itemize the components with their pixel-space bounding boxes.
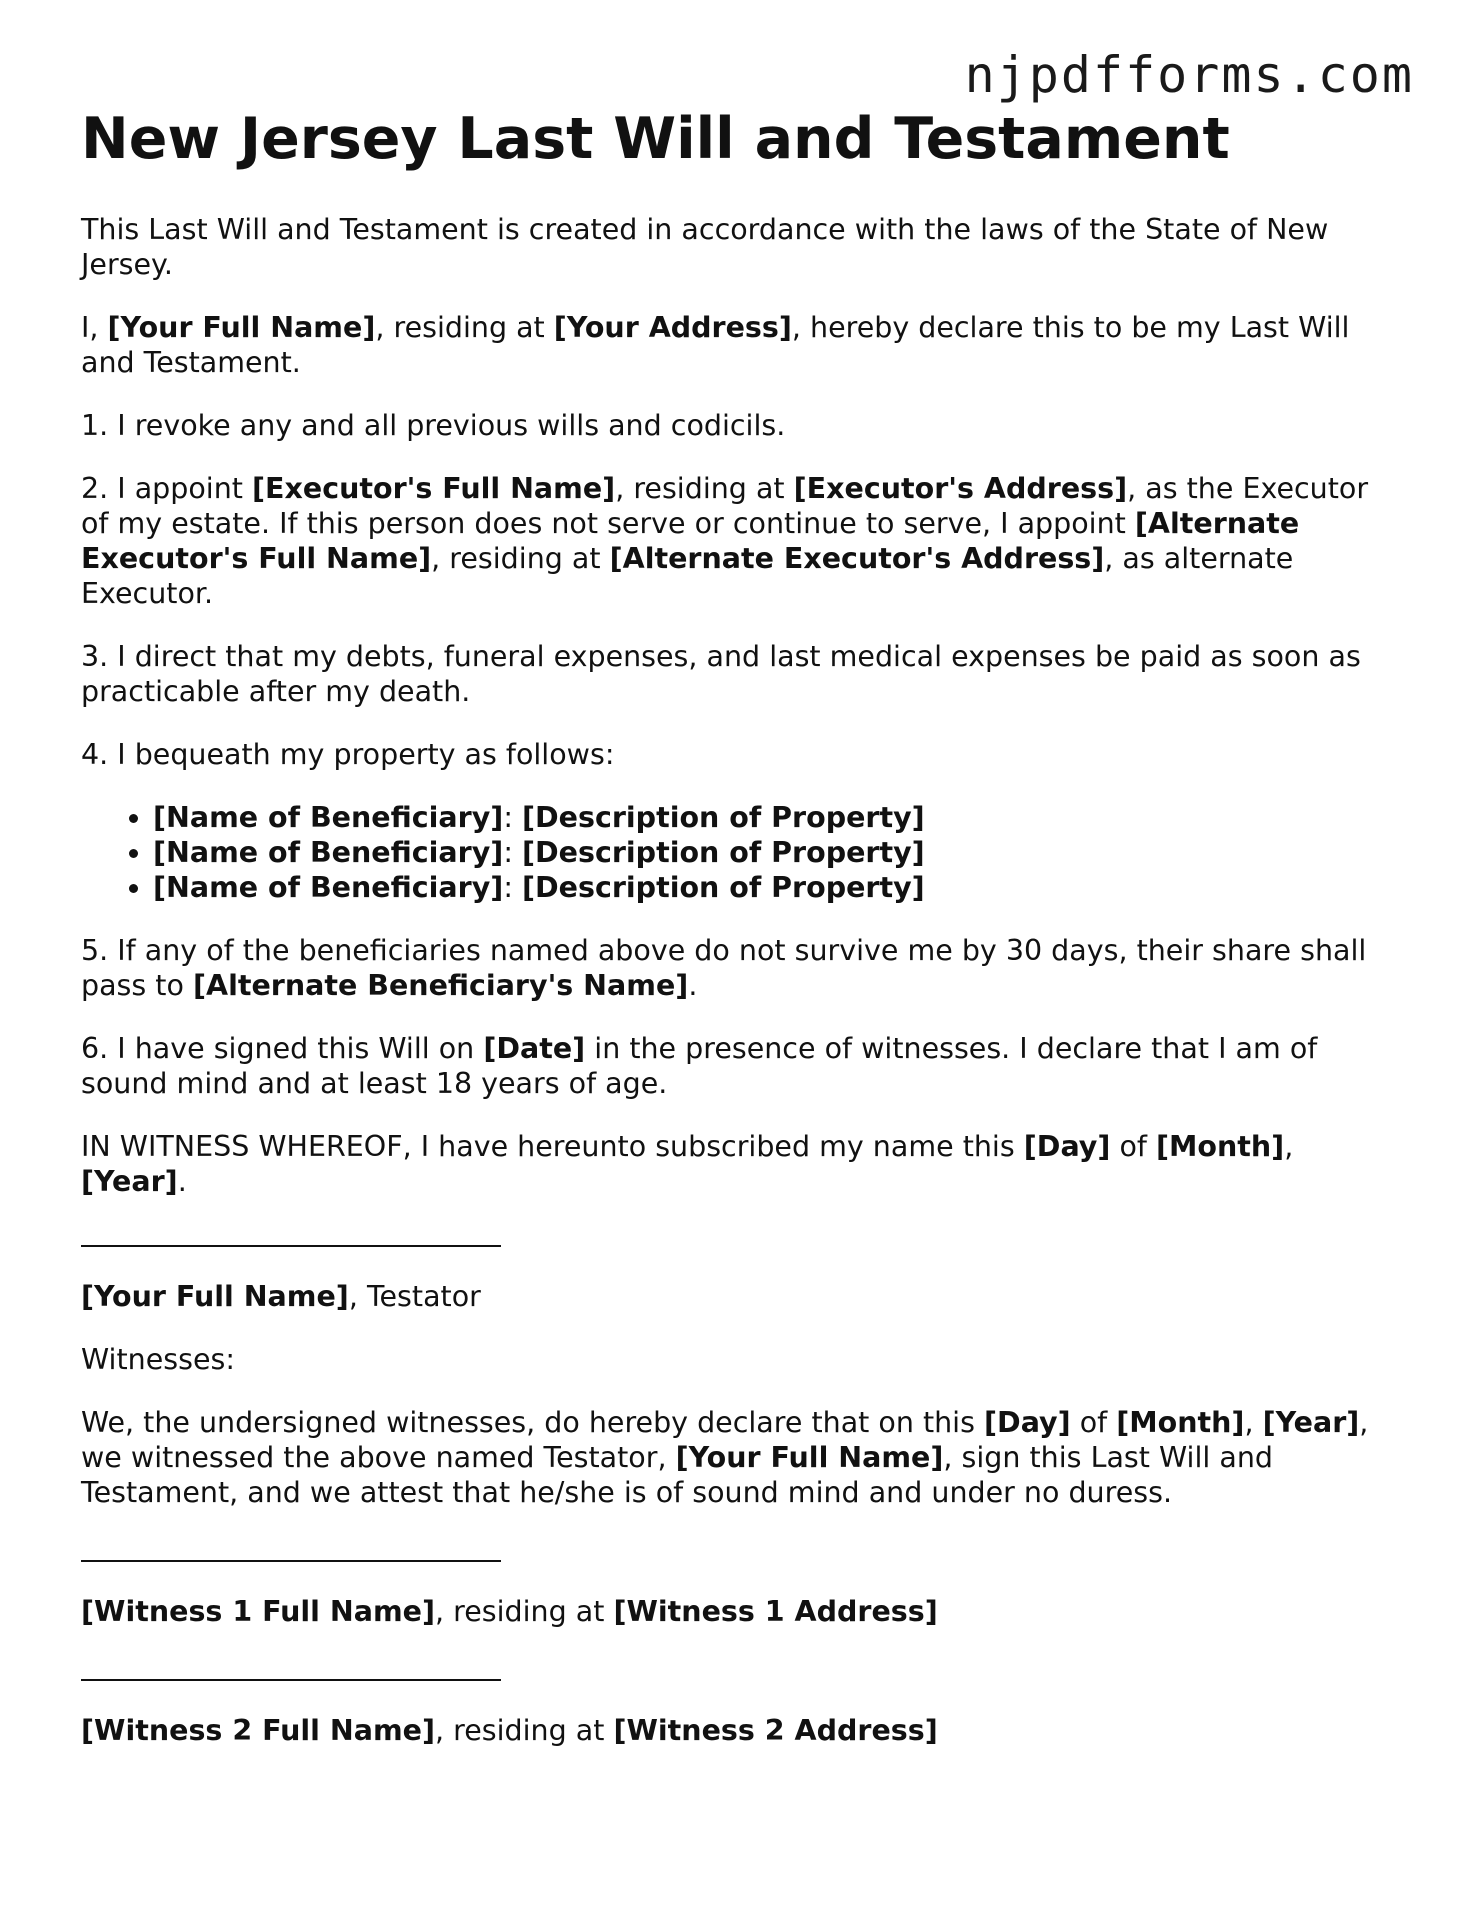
text-segment: , as alternate Executor.	[81, 542, 1294, 610]
list-item	[153, 870, 1401, 905]
will-document	[81, 104, 1401, 1748]
witness-whereof-paragraph	[81, 1129, 1401, 1199]
text-segment: , residing at	[615, 472, 794, 505]
text-segment: , residing at	[375, 311, 554, 344]
text-segment: , residing at	[431, 542, 610, 575]
clause-3-debts: 3. I direct that my debts, funeral expenses, and last medical expenses be paid as soon as practicable after my death.	[81, 640, 1361, 708]
text-segment: , sign this Last Will and Testament, and we attest that he/she is of sound mind and under no duress.	[81, 1441, 1273, 1509]
witness-1-name-field: [Witness 1 Full Name]	[81, 1595, 436, 1628]
text-segment: 6. I have signed this Will on	[81, 1032, 484, 1065]
text-segment: in the presence of witnesses. I declare that I am of sound mind and at least 18 years of age.	[81, 1032, 1318, 1100]
alt-executor-address-field: [Alternate Executor's Address]	[609, 542, 1105, 575]
executor-address-field: [Executor's Address]	[793, 472, 1128, 505]
intro-paragraph: This Last Will and Testament is created in accordance with the laws of the State of New Jersey.	[81, 213, 1329, 281]
property-description-field: [Description of Property]	[521, 801, 925, 834]
witness-2-name-field: [Witness 2 Full Name]	[81, 1714, 436, 1747]
bequest-list	[81, 800, 1401, 905]
witness-1-caption	[81, 1594, 1401, 1629]
text-segment: , Testator	[348, 1280, 481, 1313]
text-segment: IN WITNESS WHEREOF, I have hereunto subscribed my name this	[81, 1130, 1024, 1163]
alt-beneficiary-field: [Alternate Beneficiary's Name]	[192, 969, 689, 1002]
text-segment: :	[503, 801, 522, 834]
text-segment: 5. If any of the beneficiaries named above do not survive me by 30 days, their share shall pass to	[81, 934, 1367, 1002]
date-field: [Date]	[483, 1032, 586, 1065]
text-segment: , residing at	[435, 1714, 614, 1747]
witness-2-caption	[81, 1713, 1401, 1748]
testator-signature-caption	[81, 1279, 1401, 1314]
year-field: [Year]	[81, 1165, 178, 1198]
beneficiary-name-field: [Name of Beneficiary]	[153, 801, 504, 834]
testator-name-field: [Your Full Name]	[675, 1441, 944, 1474]
clause-5-alternate-beneficiary	[81, 933, 1401, 1003]
declaration-paragraph	[81, 310, 1401, 380]
text-segment: .	[177, 1165, 187, 1198]
testator-address-field: [Your Address]	[553, 311, 792, 344]
property-description-field: [Description of Property]	[521, 836, 925, 869]
text-segment: I,	[81, 311, 108, 344]
testator-name-field: [Your Full Name]	[81, 1280, 349, 1313]
beneficiary-name-field: [Name of Beneficiary]	[153, 836, 504, 869]
executor-name-field: [Executor's Full Name]	[252, 472, 616, 505]
witness-2-signature-line[interactable]	[81, 1679, 501, 1681]
text-segment: , residing at	[435, 1595, 614, 1628]
witness-2-address-field: [Witness 2 Address]	[613, 1714, 938, 1747]
day-field: [Day]	[1023, 1130, 1111, 1163]
month-field: [Month]	[1156, 1130, 1285, 1163]
list-item	[153, 835, 1401, 870]
day-field: [Day]	[984, 1406, 1071, 1439]
text-segment: ,	[1244, 1406, 1263, 1439]
witnesses-label: Witnesses:	[81, 1343, 235, 1376]
text-segment: ,	[1284, 1130, 1294, 1163]
page-title: New Jersey Last Will and Testament	[81, 106, 1230, 172]
text-segment: :	[503, 836, 522, 869]
text-segment: 2. I appoint	[81, 472, 253, 505]
text-segment: , hereby declare this to be my Last Will and Testament.	[81, 311, 1350, 379]
clause-2-executor	[81, 471, 1401, 611]
year-field: [Year]	[1262, 1406, 1360, 1439]
attestation-paragraph	[81, 1405, 1401, 1510]
text-segment: We, the undersigned witnesses, do hereby declare that on this	[81, 1406, 985, 1439]
clause-4-bequests: 4. I bequeath my property as follows:	[81, 738, 615, 771]
alt-executor-name-field: [Alternate Executor's Full Name]	[81, 507, 1300, 575]
text-segment: , as the Executor of my estate. If this person does not serve or continue to serve, I appoint	[81, 472, 1369, 540]
list-item	[153, 800, 1401, 835]
witness-1-address-field: [Witness 1 Address]	[613, 1595, 938, 1628]
text-segment: of	[1070, 1406, 1117, 1439]
testator-name-field: [Your Full Name]	[107, 311, 376, 344]
property-description-field: [Description of Property]	[521, 871, 925, 904]
text-segment: of	[1110, 1130, 1157, 1163]
site-watermark: njpdfforms.com	[964, 46, 1414, 104]
clause-6-signing	[81, 1031, 1401, 1101]
text-segment: :	[503, 871, 522, 904]
text-segment: , we witnessed the above named Testator,	[81, 1406, 1369, 1474]
month-field: [Month]	[1116, 1406, 1245, 1439]
beneficiary-name-field: [Name of Beneficiary]	[153, 871, 504, 904]
testator-signature-line[interactable]	[81, 1245, 501, 1247]
text-segment: .	[688, 969, 698, 1002]
witness-1-signature-line[interactable]	[81, 1560, 501, 1562]
clause-1-revocation: 1. I revoke any and all previous wills and codicils.	[81, 409, 786, 442]
